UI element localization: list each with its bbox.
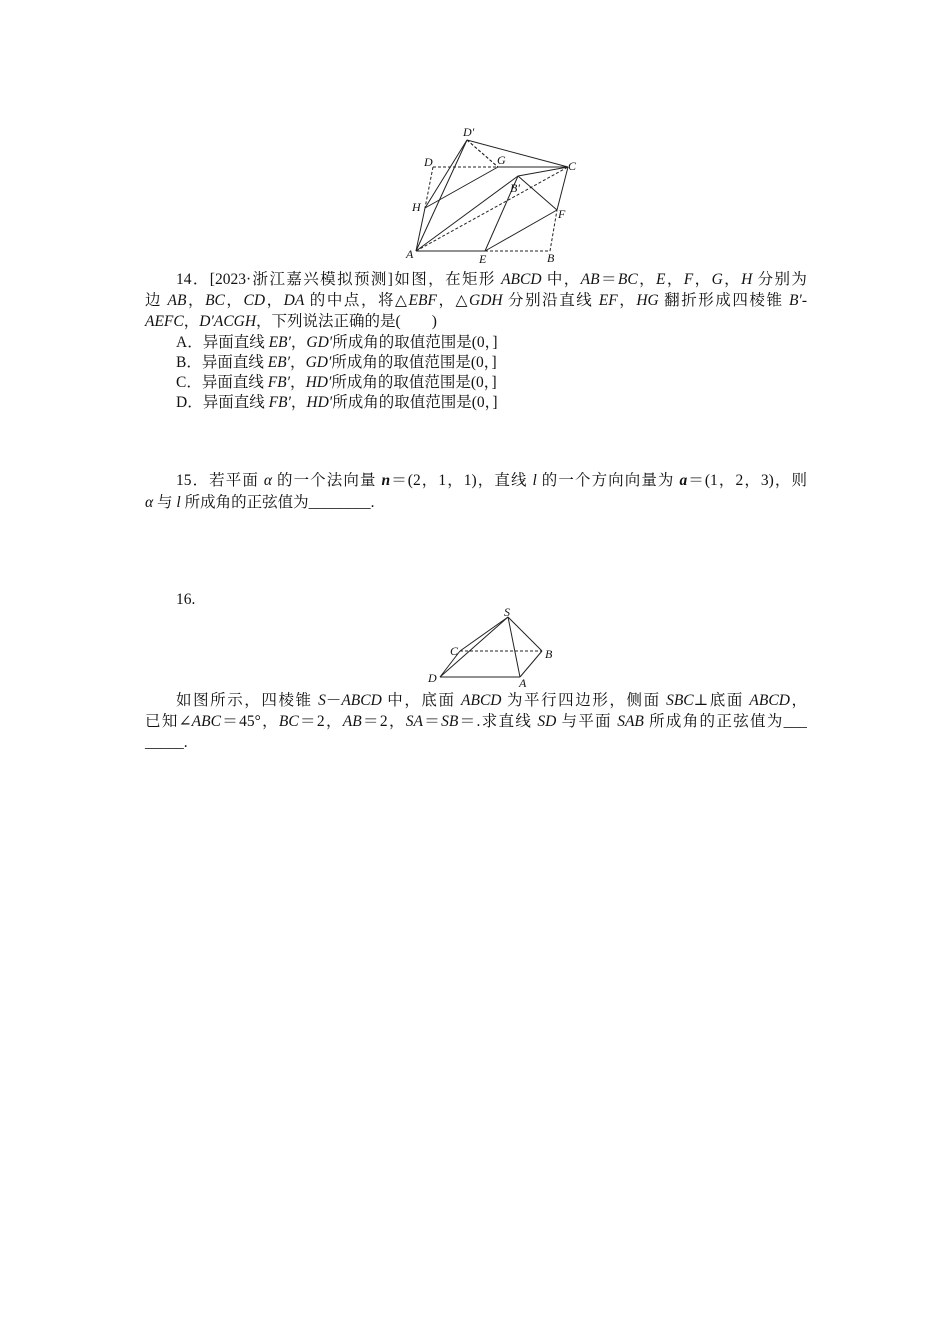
label-Bp: B′ bbox=[510, 181, 520, 195]
edge-E-F bbox=[485, 210, 557, 251]
label-A: A bbox=[406, 247, 414, 261]
q14-stem-line-2: 边 AB，BC，CD，DA 的中点，将△EBF，△GDH 分别沿直线 EF，HG 翻折形成四棱锥 B′- bbox=[145, 292, 807, 309]
edge-F-C bbox=[557, 167, 568, 210]
q16-line-3: _____. bbox=[145, 734, 188, 751]
q16-number: 16. bbox=[176, 591, 196, 608]
label-Dp: D′ bbox=[463, 125, 475, 139]
label-D: D bbox=[428, 671, 437, 685]
q14-option-d: D．异面直线 FB′，HD′所成角的取值范围是(0，] bbox=[176, 394, 498, 411]
edge-S-C bbox=[460, 617, 508, 651]
edge-S-A bbox=[508, 617, 520, 677]
label-E: E bbox=[479, 252, 487, 266]
label-B: B bbox=[547, 251, 555, 265]
edge-H-G bbox=[425, 167, 498, 208]
q14-option-c: C．异面直线 FB′，HD′所成角的取值范围是(0，] bbox=[176, 374, 497, 391]
edge-Bp-F bbox=[518, 176, 557, 210]
label-D: D bbox=[424, 155, 433, 169]
label-C: C bbox=[450, 644, 459, 658]
edge-A-H bbox=[416, 208, 425, 251]
label-S: S bbox=[504, 605, 510, 619]
q14-stem-line-1: 14．[2023·浙江嘉兴模拟预测]如图，在矩形 ABCD 中，AB＝BC，E，F，G，H 分别为 bbox=[176, 271, 807, 288]
q16-line-2: 已知∠ABC＝45°，BC＝2，AB＝2，SA＝SB＝.求直线 SD 与平面 SAB 所成角的正弦值为___ bbox=[145, 713, 807, 730]
q14-figure bbox=[400, 120, 590, 270]
label-A: A bbox=[519, 676, 527, 689]
q16-figure bbox=[420, 603, 560, 689]
q15-line-1: 15．若平面 α 的一个法向量 n＝(2，1，1)，直线 l 的一个方向向量为 a＝(1，2，3)，则 bbox=[176, 472, 807, 489]
label-B: B bbox=[545, 647, 553, 661]
q16-line-1: 如图所示，四棱锥 S－ABCD 中，底面 ABCD 为平行四边形，侧面 SBC⊥底面 ABCD， bbox=[176, 692, 807, 709]
edge-S-B bbox=[508, 617, 542, 651]
label-H: H bbox=[412, 200, 421, 214]
edge-A-Bp bbox=[416, 176, 518, 251]
label-G: G bbox=[497, 153, 506, 167]
q14-option-b: B．异面直线 EB′，GD′所成角的取值范围是(0，] bbox=[176, 354, 497, 371]
label-F: F bbox=[558, 207, 566, 221]
edge-A-C-dash bbox=[416, 167, 568, 251]
edge-B-F bbox=[550, 210, 557, 251]
label-C: C bbox=[568, 159, 577, 173]
edge-A-B bbox=[520, 651, 542, 677]
q15-line-2: α 与 l 所成角的正弦值为________. bbox=[145, 494, 375, 511]
q14-option-a: A．异面直线 EB′，GD′所成角的取值范围是(0，] bbox=[176, 334, 498, 351]
q14-stem-line-3: AEFC，D′ACGH，下列说法正确的是( ) bbox=[145, 313, 437, 330]
edge-Bp-C bbox=[518, 167, 568, 176]
